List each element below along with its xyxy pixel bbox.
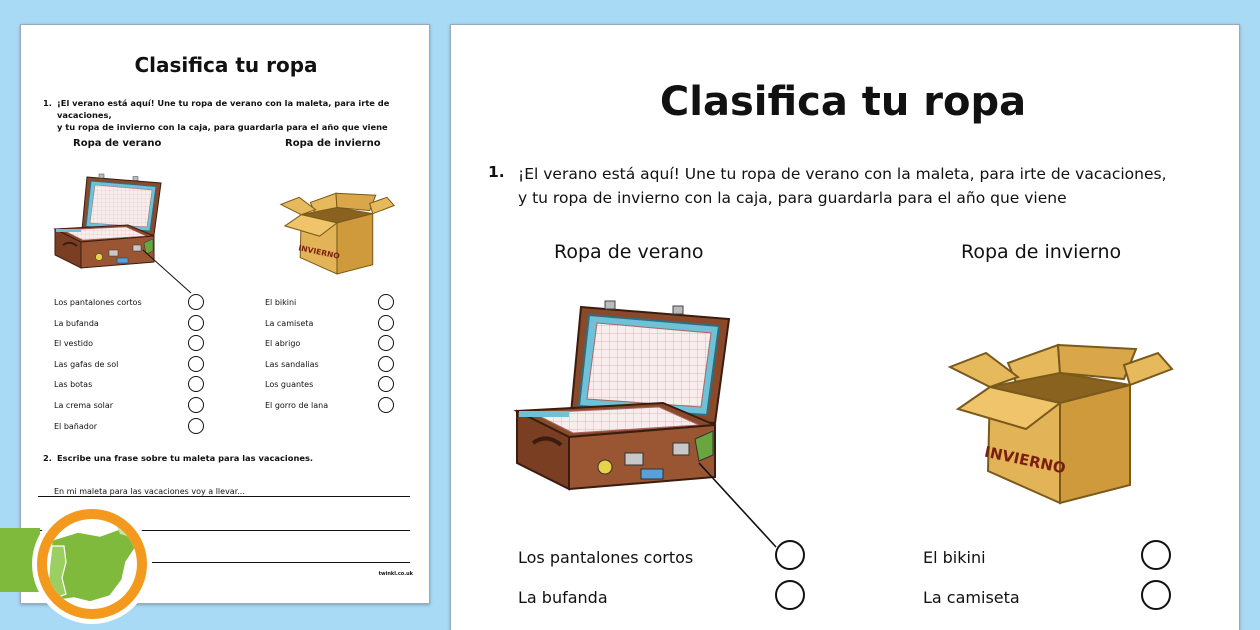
answer-circle[interactable] <box>1141 580 1171 610</box>
worksheet-preview-large <box>450 24 1240 630</box>
sentence-prompt: En mi maleta para las vacaciones voy a llevar... <box>54 487 245 496</box>
word-item: El abrigo <box>265 339 301 349</box>
page-title: Clasifica tu ropa <box>659 79 1027 125</box>
answer-circle[interactable] <box>188 335 204 351</box>
word-item: Las sandalias <box>265 359 319 369</box>
question-1 <box>43 97 413 133</box>
question-2-text: Escribe una frase sobre tu maleta para las vacaciones. <box>57 453 314 463</box>
answer-circle[interactable] <box>378 294 394 310</box>
answer-circle[interactable] <box>775 580 805 610</box>
word-item: Las gafas de sol <box>54 359 119 369</box>
answer-circle[interactable] <box>775 540 805 570</box>
answer-circle[interactable] <box>1141 540 1171 570</box>
winter-heading: Ropa de invierno <box>285 138 381 149</box>
answer-circle[interactable] <box>188 356 204 372</box>
answer-circle[interactable] <box>188 294 204 310</box>
question-line-1: ¡El verano está aquí! Une tu ropa de verano con la maleta, para irte de vacaciones, <box>518 165 1167 183</box>
question-number: 1. <box>43 98 52 108</box>
answer-circle[interactable] <box>378 376 394 392</box>
word-item: El bikini <box>923 548 986 567</box>
word-item: La camiseta <box>923 588 1020 607</box>
footer-url: twinkl.co.uk <box>378 571 413 577</box>
summer-heading: Ropa de verano <box>73 138 162 149</box>
writing-line[interactable] <box>38 496 410 497</box>
answer-circle[interactable] <box>378 335 394 351</box>
answer-circle[interactable] <box>378 315 394 331</box>
answer-circle[interactable] <box>188 376 204 392</box>
word-item: La crema solar <box>54 401 114 410</box>
word-item: El gorro de lana <box>265 401 329 410</box>
open-suitcase-icon <box>53 170 173 275</box>
word-item: El vestido <box>54 339 93 349</box>
word-item: La bufanda <box>54 318 99 328</box>
spain-map-icon <box>30 502 154 626</box>
answer-circle[interactable] <box>188 418 204 434</box>
word-item: Los pantalones cortos <box>54 298 142 307</box>
answer-circle[interactable] <box>378 397 394 413</box>
question-number: 1. <box>488 163 505 181</box>
question-number: 2. <box>43 453 52 463</box>
question-line-1: ¡El verano está aquí! Une tu ropa de verano con la maleta, para irte de vacaciones, <box>57 98 390 120</box>
question-line-2: y tu ropa de invierno con la caja, para guardarla para el año que viene <box>518 189 1067 207</box>
question-line-2: y tu ropa de invierno con la caja, para guardarla para el año que viene <box>57 122 388 132</box>
word-item: Los guantes <box>265 380 314 390</box>
question-1 <box>518 162 1208 210</box>
cardboard-box-icon <box>948 323 1176 509</box>
word-item: La bufanda <box>518 588 608 607</box>
open-suitcase-icon <box>513 293 753 503</box>
word-item: Los pantalones cortos <box>518 548 694 567</box>
cardboard-box-icon <box>279 182 397 277</box>
answer-circle[interactable] <box>188 315 204 331</box>
word-item: El bikini <box>265 298 297 307</box>
summer-heading: Ropa de verano <box>554 241 704 263</box>
question-2 <box>43 453 313 463</box>
winter-heading: Ropa de invierno <box>961 241 1122 263</box>
answer-circle[interactable] <box>378 356 394 372</box>
word-item: La camiseta <box>265 318 314 328</box>
answer-circle[interactable] <box>188 397 204 413</box>
word-item: Las botas <box>54 380 93 390</box>
word-item: El bañador <box>54 421 98 431</box>
page-title: Clasifica tu ropa <box>134 53 318 77</box>
